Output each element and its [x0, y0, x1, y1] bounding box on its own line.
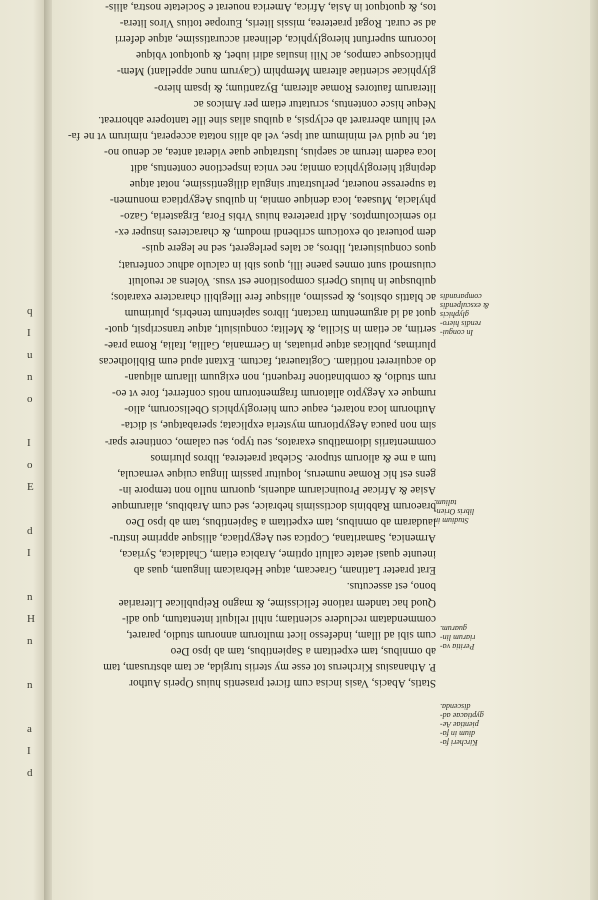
text-line: commendatam recludere scientiam; nihil reliquit intentatum, quo adi-: [121, 612, 436, 625]
text-line: gens est hic Romae numerus, loquitur passim lingua cuique vernacula,: [117, 467, 436, 480]
catchword: fa-: [68, 130, 81, 142]
text-line: commentariis idiomatibus exaratos, seu typo, seu calamo, continere spar-: [104, 435, 436, 448]
text-line: phiticosque campos, ac Nili insulas adiri iubet, & quotquot vbique: [135, 49, 436, 62]
text-line: plurimas, publicas atque priuatas, in Germania, Gallia, Italia, Roma prae-: [104, 339, 436, 352]
text-line: depingit hieroglyphica omnia; nec vnica inspectione contentus, adit: [130, 162, 436, 174]
text-line: dem potuerat ob exoticum scribendi modum, & characteres insuper ex-: [114, 226, 436, 239]
text-line: quot ad id argumentum tractant, libros sapientum tenebris, plurimum: [124, 306, 436, 319]
text-line: ac blattis obsitos, & pessimo, aliisque fere illegibili charactere exaratos;: [110, 290, 436, 303]
margin-note: In congui- rendis hiero- glyphicis & exsculpendis comparandis: [440, 292, 490, 337]
text-line: literarum fautores Romae alteram, Byzantium; & ipsam hiero-: [154, 81, 436, 94]
margin-note: Studium in libris Orien- talium.: [434, 498, 475, 525]
text-line: rio semicolumptos. Adit praeterea huius Vrbis Fora, Ergasteria, Gazo-: [120, 210, 436, 223]
text-line: Quod hac tandem ratione felicissime, & magno Reipublicae Literariae: [118, 596, 436, 609]
text-line: locorum superfunt hieroglyphica, delineari accuratissime, atque deferri: [114, 33, 436, 46]
text-line: Statis, Abacis, Vasis incisa cum ficret prasentis huius Operis Author: [129, 677, 436, 689]
text-line: quibusque in huius Operis compositione est vsus. Volens ac reuoluit: [128, 274, 436, 287]
text-line: ineunte quasi aetate calluit optime, Arabica etiam, Chaldaica, Syriaca,: [119, 548, 436, 561]
text-line: bono, est assecutus.: [346, 580, 436, 593]
text-line: loca eadem iterum ac saepius, lustratque quae viderat antea, ac denuo no-: [104, 145, 436, 158]
margin-note: Peritia va- riarum lin- guarum.: [440, 624, 476, 651]
text-line: cuiusmodi sunt omnes paene illi, quos sibi in calculo adhuc conferuat;: [118, 258, 436, 271]
body-text-block: [63, 1, 436, 691]
text-line: Authorum loca notaret, eaque cum hieroglyphicis Obeliscorum, alio-: [124, 403, 436, 416]
text-line: rumque ex Aegypto allatorum fragmentorum notis conferret, fore vt eo-: [111, 387, 436, 400]
margin-note: Kircheri fa- dium in fa- pientiae Ae- gyptiacae ad- discenda.: [440, 702, 484, 747]
text-line: cum sibi ad illam, indefesso licet multorum annorum studio, pararet,: [126, 628, 436, 641]
text-line: ab omnibus, tam expetitam a Sapientibus, tam ab ipso Deo: [170, 644, 436, 657]
previous-page-edge: [0, 0, 47, 900]
text-line: ta superesse nouerat, perlustratur singula diligentissime, notat atque: [129, 178, 436, 191]
text-line: rum studio, & combinatione frequenti, non exiguum illarum aliquan-: [124, 371, 436, 384]
text-line: glyphicae scientiae alteram Memphim (Cayrum nunc appellant) Mem-: [116, 65, 436, 78]
text-line: sertim, ac etiam in Sicilia, & Melita; conquisiuit, atque transcripsit, quot-: [104, 322, 436, 335]
text-line: braeorum Rabbinis doctissimis hebraice, sed cum Arabibus, aliarumque: [111, 499, 436, 512]
text-line: do acquireret notitiam. Cogitauerat, factum. Extant apud eum Bibliothecas: [99, 355, 436, 368]
text-line: phylacia, Musaea, loca denique omnia, in quibus Aegyptiaca monumen-: [109, 194, 436, 207]
text-line: vel hilum aberraret ab eclypsis, a quibus alias sine ille tantopere abhorreat.: [98, 113, 436, 126]
text-line: Asiae & Africae Prouinciarum aduenis, quorum nullo non tempore in-: [118, 483, 436, 496]
text-line: sim non pauca Aegyptiorum mysteria explicata; sperabatque, si dicta-: [121, 419, 436, 432]
text-line: Neque hisce contentus, scrutatur etiam per Amicos ac: [193, 97, 436, 110]
text-line: laudaram ab omnibus, tam expetitam a Sapientibus, tam ab ipso Deo: [125, 516, 436, 529]
text-line: Erat praeter Latinam, Graecam, atque Hebraicam linguam, quas ab: [133, 564, 436, 577]
text-line: tos, & quotquot in Asia, Africa, America nouerat e Societate nostra, aliis-: [105, 1, 436, 14]
text-line: tat, ne quid vel minimum aut ipse, vel ab aliis notata acceperat, nimirum vt ne: [83, 129, 436, 142]
text-line: P. Athanasius Kircherus tot esse my steriis turgida, ac tam abstrusam, tam: [103, 660, 436, 673]
text-line: ad se curat. Rogat praeterea, missis literis, Europae totius Viros litera-: [119, 17, 436, 30]
page-edge-shadow: [590, 0, 598, 900]
previous-page-text-fragment: q I u n o I o E d I n H n n a I d: [27, 305, 35, 779]
text-line: Armenica, Samaritana, Coptica seu Aegyptiaca, aliisque apprime instru-: [109, 532, 436, 545]
text-line: tum a me & aliorum stupore. Sciebat praeterea, libros plurimos: [150, 451, 436, 464]
text-line: quos conquisiuerat, libros, ac tales perlegeret, sed ne legere quis-: [141, 242, 436, 255]
